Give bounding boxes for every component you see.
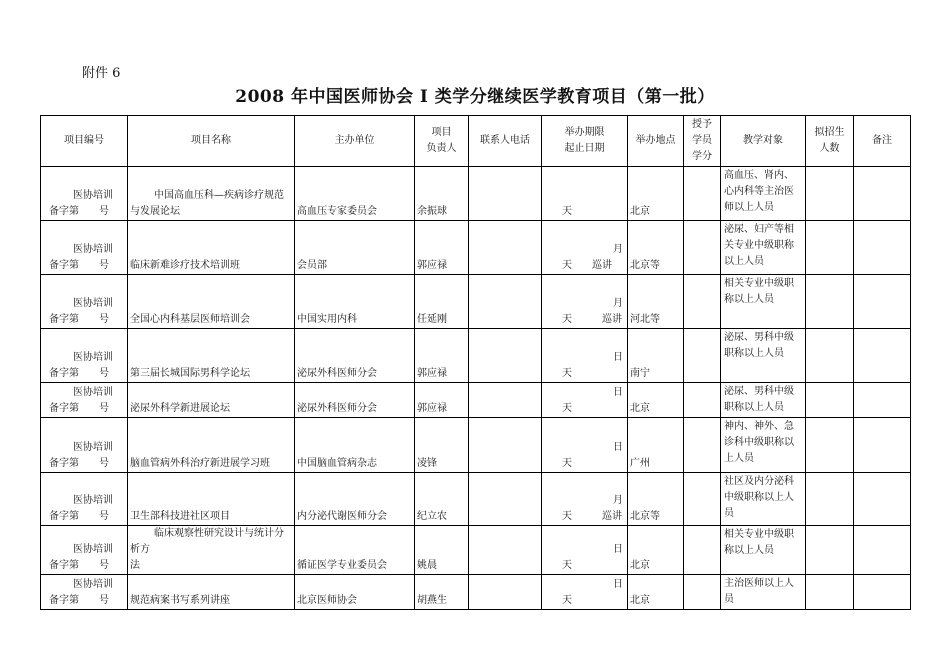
cell-leader: 纪立农: [415, 473, 469, 526]
col-header-phone: 联系人电话: [469, 116, 542, 167]
col-header-location: 举办地点: [628, 116, 684, 167]
cell-phone: [469, 329, 542, 383]
table-row: [41, 575, 911, 610]
table-row: [41, 167, 911, 221]
cell-credits: [684, 275, 721, 329]
cell-period: 日 天: [542, 383, 628, 418]
cell-phone: [469, 526, 542, 575]
cell-project-id: 医协培训 备字第 号: [41, 383, 128, 418]
table-row: [41, 221, 911, 275]
cell-note: [854, 473, 911, 526]
cell-phone: [469, 221, 542, 275]
cell-host: 北京医师协会: [295, 575, 415, 610]
cell-project-name: 临床新难诊疗技术培训班: [128, 221, 295, 275]
cell-note: [854, 221, 911, 275]
cell-credits: [684, 418, 721, 473]
cell-note: [854, 167, 911, 221]
cell-credits: [684, 221, 721, 275]
cell-period: 月 天 巡讲: [542, 473, 628, 526]
cell-phone: [469, 167, 542, 221]
col-header-id: 项目编号: [41, 116, 128, 167]
attachment-label: 附件 6: [82, 66, 121, 81]
cell-project-name: 中国高血压科—疾病诊疗规范 与发展论坛: [128, 167, 295, 221]
cell-project-name: 泌尿外科学新进展论坛: [128, 383, 295, 418]
cell-phone: [469, 575, 542, 610]
table-row: [41, 329, 911, 383]
cell-note: [854, 383, 911, 418]
cell-note: [854, 526, 911, 575]
cell-project-id: 医协培训 备字第 号: [41, 526, 128, 575]
col-header-target: 教学对象: [721, 116, 806, 167]
cell-leader: 胡燕生: [415, 575, 469, 610]
cell-enroll: [806, 473, 854, 526]
cell-host: 中国实用内科: [295, 275, 415, 329]
cell-project-name: 临床观察性研究设计与统计分析方 法: [128, 526, 295, 575]
table-row: [41, 526, 911, 575]
cell-location: 北京: [628, 526, 684, 575]
table-header-row: [41, 116, 911, 167]
cell-phone: [469, 473, 542, 526]
cell-project-id: 医协培训 备字第 号: [41, 418, 128, 473]
cell-target: 泌尿、男科中级职称以上人员: [721, 329, 806, 383]
cell-location: 北京等: [628, 473, 684, 526]
cell-phone: [469, 275, 542, 329]
cell-period: 日 天: [542, 526, 628, 575]
cell-credits: [684, 473, 721, 526]
cell-project-id: 医协培训 备字第 号: [41, 473, 128, 526]
project-table: [40, 115, 911, 610]
cell-period: 日 天: [542, 329, 628, 383]
cell-host: 高血压专家委员会: [295, 167, 415, 221]
cell-target: 主治医师以上人员: [721, 575, 806, 610]
cell-host: 会员部: [295, 221, 415, 275]
cell-period: 月 天 巡讲: [542, 221, 628, 275]
cell-host: 循证医学专业委员会: [295, 526, 415, 575]
table-row: [41, 275, 911, 329]
table-row: [41, 418, 911, 473]
cell-note: [854, 275, 911, 329]
cell-phone: [469, 418, 542, 473]
cell-leader: 郭应禄: [415, 329, 469, 383]
cell-enroll: [806, 221, 854, 275]
cell-target: 社区及内分泌科中级职称以上人员: [721, 473, 806, 526]
cell-credits: [684, 575, 721, 610]
cell-credits: [684, 526, 721, 575]
cell-enroll: [806, 418, 854, 473]
cell-leader: 郭应禄: [415, 221, 469, 275]
cell-project-name: 规范病案书写系列讲座: [128, 575, 295, 610]
table-row: [41, 473, 911, 526]
cell-target: 高血压、肾内、心内科等主治医师以上人员: [721, 167, 806, 221]
cell-period: 天: [542, 167, 628, 221]
cell-project-id: 医协培训 备字第 号: [41, 275, 128, 329]
cell-leader: 郭应禄: [415, 383, 469, 418]
cell-note: [854, 575, 911, 610]
cell-period: 日 天: [542, 575, 628, 610]
cell-leader: 任延刚: [415, 275, 469, 329]
col-header-leader: 项目 负责人: [415, 116, 469, 167]
col-header-period: 举办期限 起止日期: [542, 116, 628, 167]
cell-leader: 余振球: [415, 167, 469, 221]
cell-project-id: 医协培训 备字第 号: [41, 329, 128, 383]
document-title: 2008 年中国医师协会 I 类学分继续医学教育项目（第一批）: [235, 87, 715, 107]
cell-target: 泌尿、妇产等相关专业中级职称以上人员: [721, 221, 806, 275]
col-header-enroll: 拟招生 人数: [806, 116, 854, 167]
cell-period: 日 天: [542, 418, 628, 473]
cell-location: 北京等: [628, 221, 684, 275]
cell-project-name: 卫生部科技进社区项目: [128, 473, 295, 526]
cell-enroll: [806, 383, 854, 418]
table-row: [41, 383, 911, 418]
cell-enroll: [806, 167, 854, 221]
cell-credits: [684, 329, 721, 383]
cell-project-name: 脑血管病外科治疗新进展学习班: [128, 418, 295, 473]
cell-target: 神内、神外、急诊科中级职称以上人员: [721, 418, 806, 473]
cell-project-name: 第三届长城国际男科学论坛: [128, 329, 295, 383]
cell-credits: [684, 167, 721, 221]
cell-location: 北京: [628, 575, 684, 610]
cell-project-id: 医协培训 备字第 号: [41, 221, 128, 275]
cell-host: 泌尿外科医师分会: [295, 383, 415, 418]
cell-project-name: 全国心内科基层医师培训会: [128, 275, 295, 329]
col-header-host: 主办单位: [295, 116, 415, 167]
cell-enroll: [806, 526, 854, 575]
cell-enroll: [806, 275, 854, 329]
cell-leader: 凌锋: [415, 418, 469, 473]
cell-leader: 姚晨: [415, 526, 469, 575]
cell-note: [854, 329, 911, 383]
cell-host: 泌尿外科医师分会: [295, 329, 415, 383]
cell-target: 相关专业中级职称以上人员: [721, 275, 806, 329]
cell-project-id: 医协培训 备字第 号: [41, 167, 128, 221]
cell-enroll: [806, 329, 854, 383]
cell-host: 中国脑血管病杂志: [295, 418, 415, 473]
cell-note: [854, 418, 911, 473]
cell-period: 月 天 巡讲: [542, 275, 628, 329]
cell-credits: [684, 383, 721, 418]
cell-location: 广州: [628, 418, 684, 473]
cell-location: 南宁: [628, 329, 684, 383]
cell-target: 泌尿、男科中级职称以上人员: [721, 383, 806, 418]
cell-phone: [469, 383, 542, 418]
col-header-name: 项目名称: [128, 116, 295, 167]
col-header-note: 备注: [854, 116, 911, 167]
cell-project-id: 医协培训 备字第 号: [41, 575, 128, 610]
cell-location: 北京: [628, 167, 684, 221]
cell-host: 内分泌代谢医师分会: [295, 473, 415, 526]
cell-location: 北京: [628, 383, 684, 418]
cell-enroll: [806, 575, 854, 610]
cell-target: 相关专业中级职称以上人员: [721, 526, 806, 575]
cell-location: 河北等: [628, 275, 684, 329]
col-header-credits: 授予 学员 学分: [684, 116, 721, 167]
